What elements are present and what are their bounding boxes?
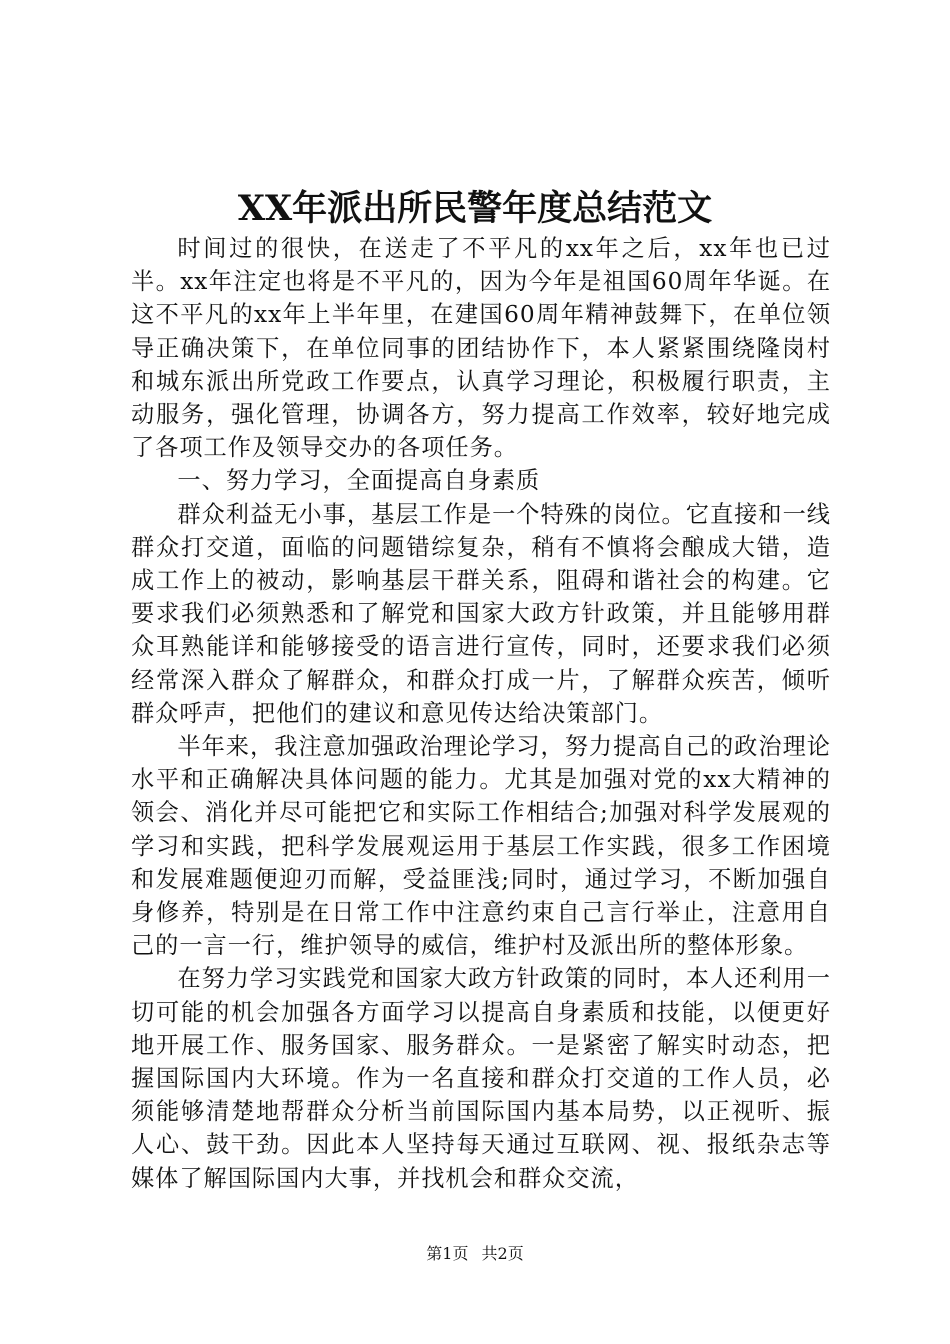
- paragraph-intro: 时间过的很快，在送走了不平凡的xx年之后，xx年也已过半。xx年注定也将是不平凡的，因为今年是祖国60周年华诞。在这不平凡的xx年上半年里，在建国60周年精神鼓舞下，在单位领导正确决策下，在单位同事的团结协作下，本人紧紧围绕隆岗村和城东派出所党政工作要点，认真学习理论，积极履行职责，主动服务，强化管理，协调各方，努力提高工作效率，较好地完成了各项工作及领导交办的各项任务。: [131, 235, 831, 462]
- page-total: 共2页: [481, 1244, 524, 1263]
- page-number: 第1页: [426, 1244, 469, 1263]
- paragraph-political-study: 半年来，我注意加强政治理论学习，努力提高自己的政治理论水平和正确解决具体问题的能力。尤其是加强对党的xx大精神的领会、消化并尽可能把它和实际工作相结合;加强对科学发展观的学习和实践，把科学发展观运用于基层工作实践，很多工作困境和发展难题便迎刃而解，受益匪浅;同时，通过学习，不断加强自身修养，特别是在日常工作中注意约束自己言行举止，注意用自己的一言一行，维护领导的威信，维护村及派出所的整体形象。: [131, 733, 831, 960]
- document-title: XX年派出所民警年度总结范文: [237, 188, 713, 229]
- paragraph-self-improvement: 在努力学习实践党和国家大政方针政策的同时，本人还利用一切可能的机会加强各方面学习以提高自身素质和技能，以便更好地开展工作、服务国家、服务群众。一是紧密了解实时动态，把握国际国内大环境。作为一名直接和群众打交道的工作人员，必须能够清楚地帮群众分析当前国际国内基本局势，以正视听、振人心、鼓干劲。因此本人坚持每天通过互联网、视、报纸杂志等媒体了解国际国内大事，并找机会和群众交流，: [131, 965, 831, 1192]
- page-footer: [0, 1242, 950, 1266]
- document-body: [131, 232, 831, 1195]
- paragraph-grassroots-work: 群众利益无小事，基层工作是一个特殊的岗位。它直接和一线群众打交道，面临的问题错综复杂，稍有不慎将会酿成大错，造成工作上的被动，影响基层干群关系，阻碍和谐社会的构建。它要求我们必须熟悉和了解党和国家大政方针政策，并且能够用群众耳熟能详和能够接受的语言进行宣传，同时，还要求我们必须经常深入群众了解群众，和群众打成一片，了解群众疾苦，倾听群众呼声，把他们的建议和意见传达给决策部门。: [131, 500, 831, 727]
- section-heading: 一、努力学习，全面提高自身素质: [177, 467, 541, 495]
